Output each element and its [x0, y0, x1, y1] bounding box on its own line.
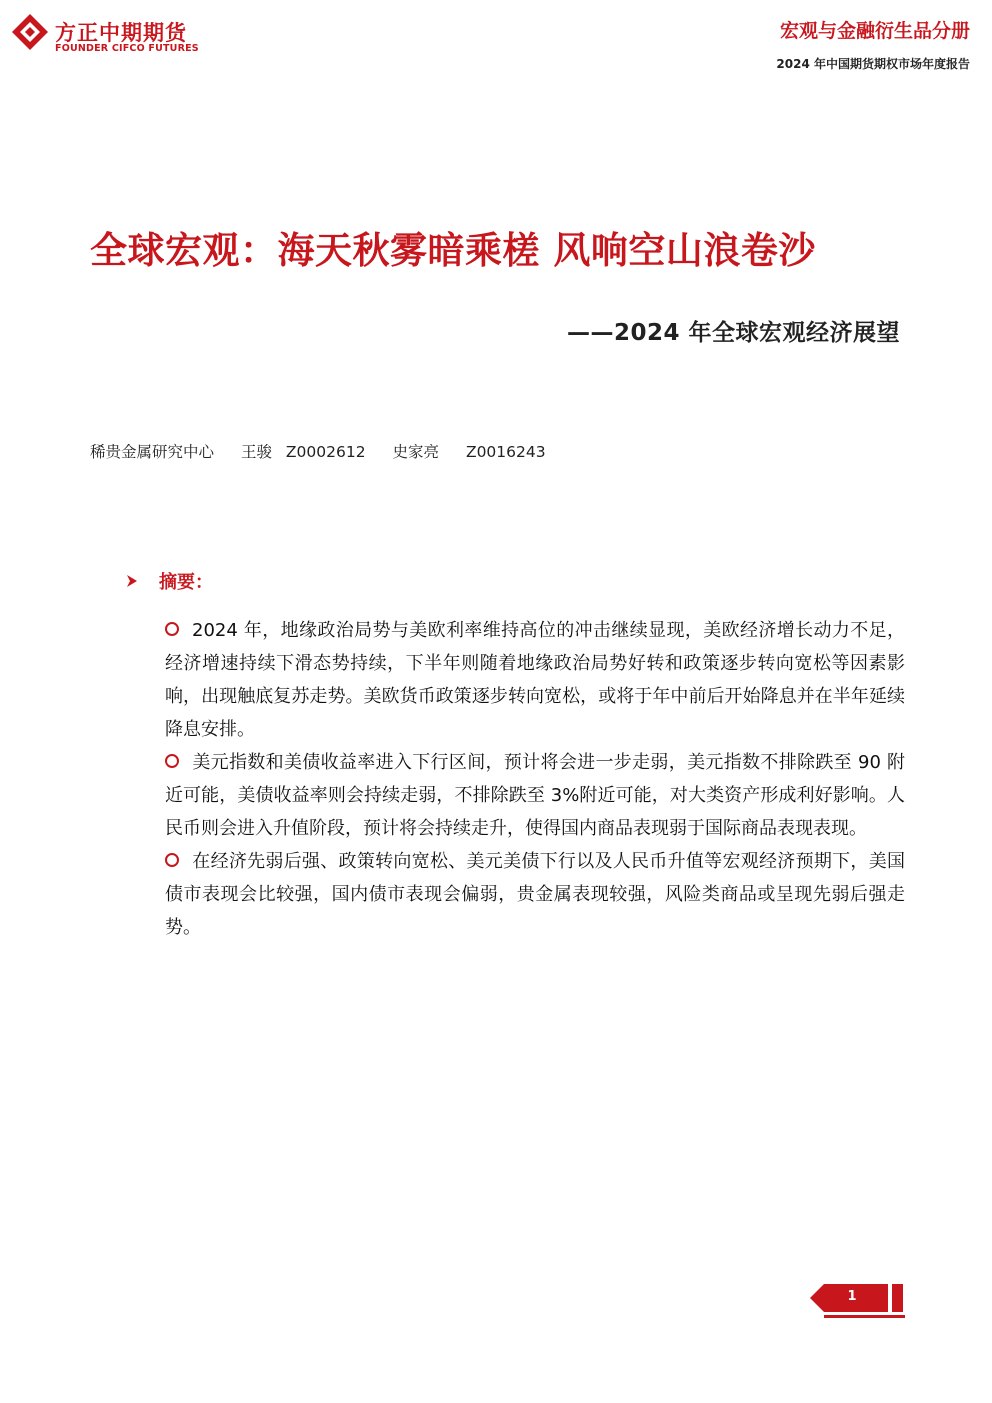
author-name: 王骏: [240, 443, 272, 461]
abstract-list: [165, 614, 905, 944]
report-category: 宏观与金融衍生品分册: [779, 20, 970, 42]
circle-bullet-icon: [165, 853, 179, 867]
logo-name-cn: 方正中期期货: [55, 21, 187, 45]
author-name: 史家亮: [392, 443, 440, 461]
circle-bullet-icon: [165, 622, 179, 636]
page-subtitle: ——2024 年全球宏观经济展望: [566, 320, 900, 346]
research-center: 稀贵金属研究中心: [90, 443, 215, 461]
logo-mark-icon: [11, 13, 49, 51]
abstract-item: [165, 746, 905, 845]
report-header: [776, 16, 970, 72]
circle-bullet-icon: [165, 754, 179, 768]
author-license-id: Z0016243: [465, 443, 546, 461]
report-name: 2024 年中国期货期权市场年度报告: [776, 57, 970, 71]
arrow-right-icon: [125, 574, 139, 588]
abstract-item-text: 2024 年，地缘政治局势与美欧利率维持高位的冲击继续显现，美欧经济增长动力不足，经济增速持续下滑态势持续，下半年则随着地缘政治局势好转和政策逐步转向宽松等因素影响，出现触底复苏走势。美欧货币政策逐步转向宽松，或将于年中前后开始降息并在半年延续降息安排。: [165, 620, 905, 740]
abstract-item-text: 美元指数和美债收益率进入下行区间，预计将会进一步走弱，美元指数不排除跌至 90 附近可能，美债收益率则会持续走弱，不排除跌至 3%附近可能，对大类资产形成利好影响。人民币则会进入升值阶段，预计将会持续走升，使得国内商品表现弱于国际商品表现表现。: [165, 752, 905, 839]
abstract-heading: [125, 568, 915, 594]
page-title: 全球宏观：海天秋雾暗乘槎 风响空山浪卷沙: [90, 229, 816, 272]
abstract-item-text: 在经济先弱后强、政策转向宽松、美元美债下行以及人民币升值等宏观经济预期下，美国债市表现会比较强，国内债市表现会偏弱，贵金属表现较强，风险类商品或呈现先弱后强走势。: [165, 851, 905, 938]
abstract-item: [165, 845, 905, 944]
company-logo: [11, 13, 211, 53]
abstract-section: [125, 568, 915, 944]
abstract-heading-label: 摘要：: [159, 572, 213, 593]
author-line: [90, 440, 568, 462]
author-license-id: Z0002612: [285, 443, 366, 461]
logo-name-en: FOUNDER CIFCO FUTURES: [55, 43, 199, 54]
page-number: 1: [847, 1289, 857, 1304]
abstract-item: [165, 614, 905, 746]
